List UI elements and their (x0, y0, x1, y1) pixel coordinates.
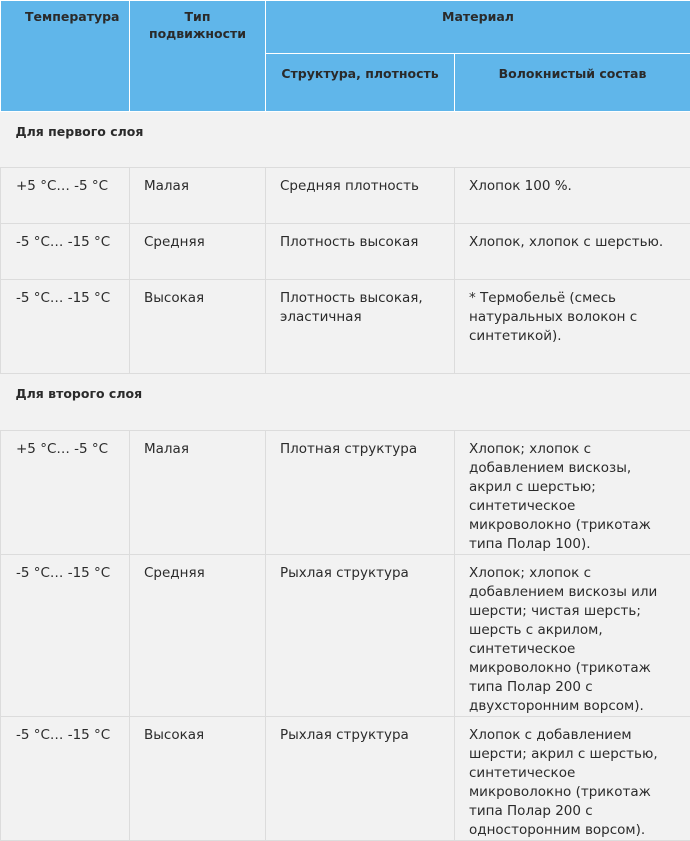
cell-temperature: +5 °С… -5 °С (1, 168, 130, 224)
cell-fiber: Хлопок, хлопок с шерстью. (455, 224, 690, 280)
cell-fiber: Хлопок 100 %. (455, 168, 690, 224)
header-material: Материал (266, 1, 690, 54)
cell-fiber: Хлопок; хлопок с добавлением вискозы или шерсти; чистая шерсть; шерсть с акрилом, синтетическое микроволокно (трикотаж типа Полар 200 с двухсторонним ворсом). (455, 555, 690, 717)
table-row (1, 431, 690, 555)
section-row (1, 374, 690, 431)
cell-structure: Рыхлая структура (266, 717, 455, 841)
cell-temperature: -5 °С… -15 °С (1, 555, 130, 717)
cell-structure: Плотная структура (266, 431, 455, 555)
cell-temperature: -5 °С… -15 °С (1, 224, 130, 280)
cell-temperature: -5 °С… -15 °С (1, 717, 130, 841)
header-fiber: Волокнистый состав (455, 54, 690, 112)
table-row (1, 224, 690, 280)
table-row (1, 280, 690, 374)
cell-temperature: -5 °С… -15 °С (1, 280, 130, 374)
header-temperature: Температура (1, 1, 130, 112)
header-mobility: Тип подвижности (130, 1, 266, 112)
section-title: Для первого слоя (1, 112, 690, 168)
cell-fiber: Хлопок с добавлением шерсти; акрил с шерстью, синтетическое микроволокно (трикотаж типа Полар 200 с односторонним ворсом). (455, 717, 690, 841)
cell-mobility: Средняя (130, 224, 266, 280)
cell-structure: Плотность высокая (266, 224, 455, 280)
table-row (1, 555, 690, 717)
table-row (1, 717, 690, 841)
cell-mobility: Малая (130, 431, 266, 555)
header-row (1, 1, 690, 54)
cell-structure: Рыхлая структура (266, 555, 455, 717)
header-structure: Структура, плотность (266, 54, 455, 112)
cell-structure: Плотность высокая, эластичная (266, 280, 455, 374)
cell-fiber: * Термобельё (смесь натуральных волокон с синтетикой). (455, 280, 690, 374)
cell-mobility: Высокая (130, 280, 266, 374)
cell-temperature: +5 °С… -5 °С (1, 431, 130, 555)
cell-fiber: Хлопок; хлопок с добавлением вискозы, акрил с шерстью; синтетическое микроволокно (трикотаж типа Полар 100). (455, 431, 690, 555)
section-row (1, 112, 690, 168)
cell-mobility: Средняя (130, 555, 266, 717)
cell-mobility: Высокая (130, 717, 266, 841)
section-title: Для второго слоя (1, 374, 690, 431)
cell-mobility: Малая (130, 168, 266, 224)
cell-structure: Средняя плотность (266, 168, 455, 224)
table-row (1, 168, 690, 224)
